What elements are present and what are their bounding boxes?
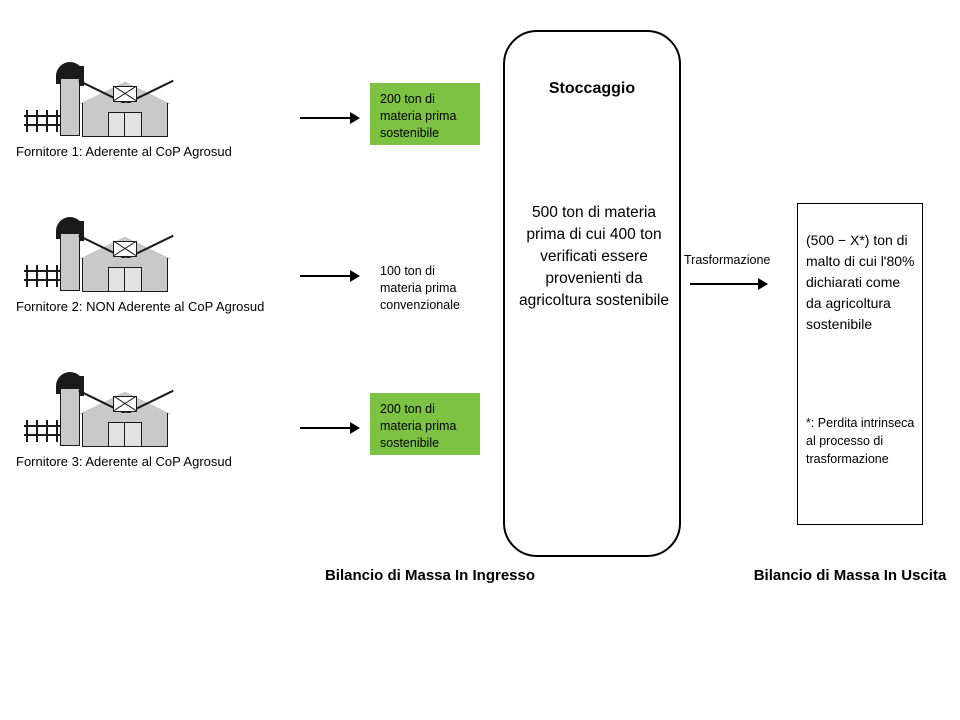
barn-window-icon	[113, 396, 137, 412]
input-flow-box-3	[370, 393, 480, 455]
arrow-supplier-3	[300, 422, 360, 434]
supplier-2-label: Fornitore 2: NON Aderente al CoP Agrosud	[16, 299, 265, 314]
barn-window-icon	[113, 241, 137, 257]
barn-window-icon	[113, 86, 137, 102]
input-flow-text-3: 200 ton di materia prima sostenibile	[380, 402, 457, 450]
supplier-3-label: Fornitore 3: Aderente al CoP Agrosud	[16, 454, 232, 469]
barn-door-icon	[108, 267, 142, 292]
fence-icon	[24, 110, 64, 132]
supplier-1-label: Fornitore 1: Aderente al CoP Agrosud	[16, 144, 232, 159]
supplier-row-1	[10, 60, 340, 159]
barn-door-icon	[108, 422, 142, 447]
arrow-transformation	[690, 278, 768, 290]
input-flow-box-2	[370, 255, 488, 317]
farm-icon	[20, 370, 170, 450]
supplier-row-2	[10, 215, 340, 314]
fence-icon	[24, 265, 64, 287]
output-note-text: *: Perdita intrinseca al processo di trasformazione	[806, 416, 915, 466]
caption-output-mass-balance: Bilancio di Massa In Uscita	[753, 567, 947, 584]
fence-icon	[24, 420, 64, 442]
silo-body-icon	[60, 388, 80, 446]
input-flow-box-1	[370, 83, 480, 145]
storage-node	[503, 30, 681, 557]
silo-body-icon	[60, 233, 80, 291]
output-main-text: (500 − X*) ton di malto di cui l'80% dichiarati come da agricoltura sostenibile	[806, 232, 915, 332]
barn-door-icon	[108, 112, 142, 137]
arrow-supplier-1	[300, 112, 360, 124]
storage-title: Stoccaggio	[548, 80, 636, 97]
arrow-supplier-2	[300, 270, 360, 282]
output-node	[797, 203, 923, 525]
storage-body-text: 500 ton di materia prima di cui 400 ton verificati essere provenienti da agricoltura sostenibile	[519, 204, 669, 309]
farm-icon	[20, 60, 170, 140]
silo-body-icon	[60, 78, 80, 136]
caption-input-mass-balance: Bilancio di Massa In Ingresso	[324, 567, 536, 584]
transformation-label: Trasformazione	[684, 253, 771, 267]
input-flow-text-2: 100 ton di materia prima convenzionale	[380, 264, 460, 312]
farm-icon	[20, 215, 170, 295]
supplier-row-3	[10, 370, 340, 469]
input-flow-text-1: 200 ton di materia prima sostenibile	[380, 92, 457, 140]
